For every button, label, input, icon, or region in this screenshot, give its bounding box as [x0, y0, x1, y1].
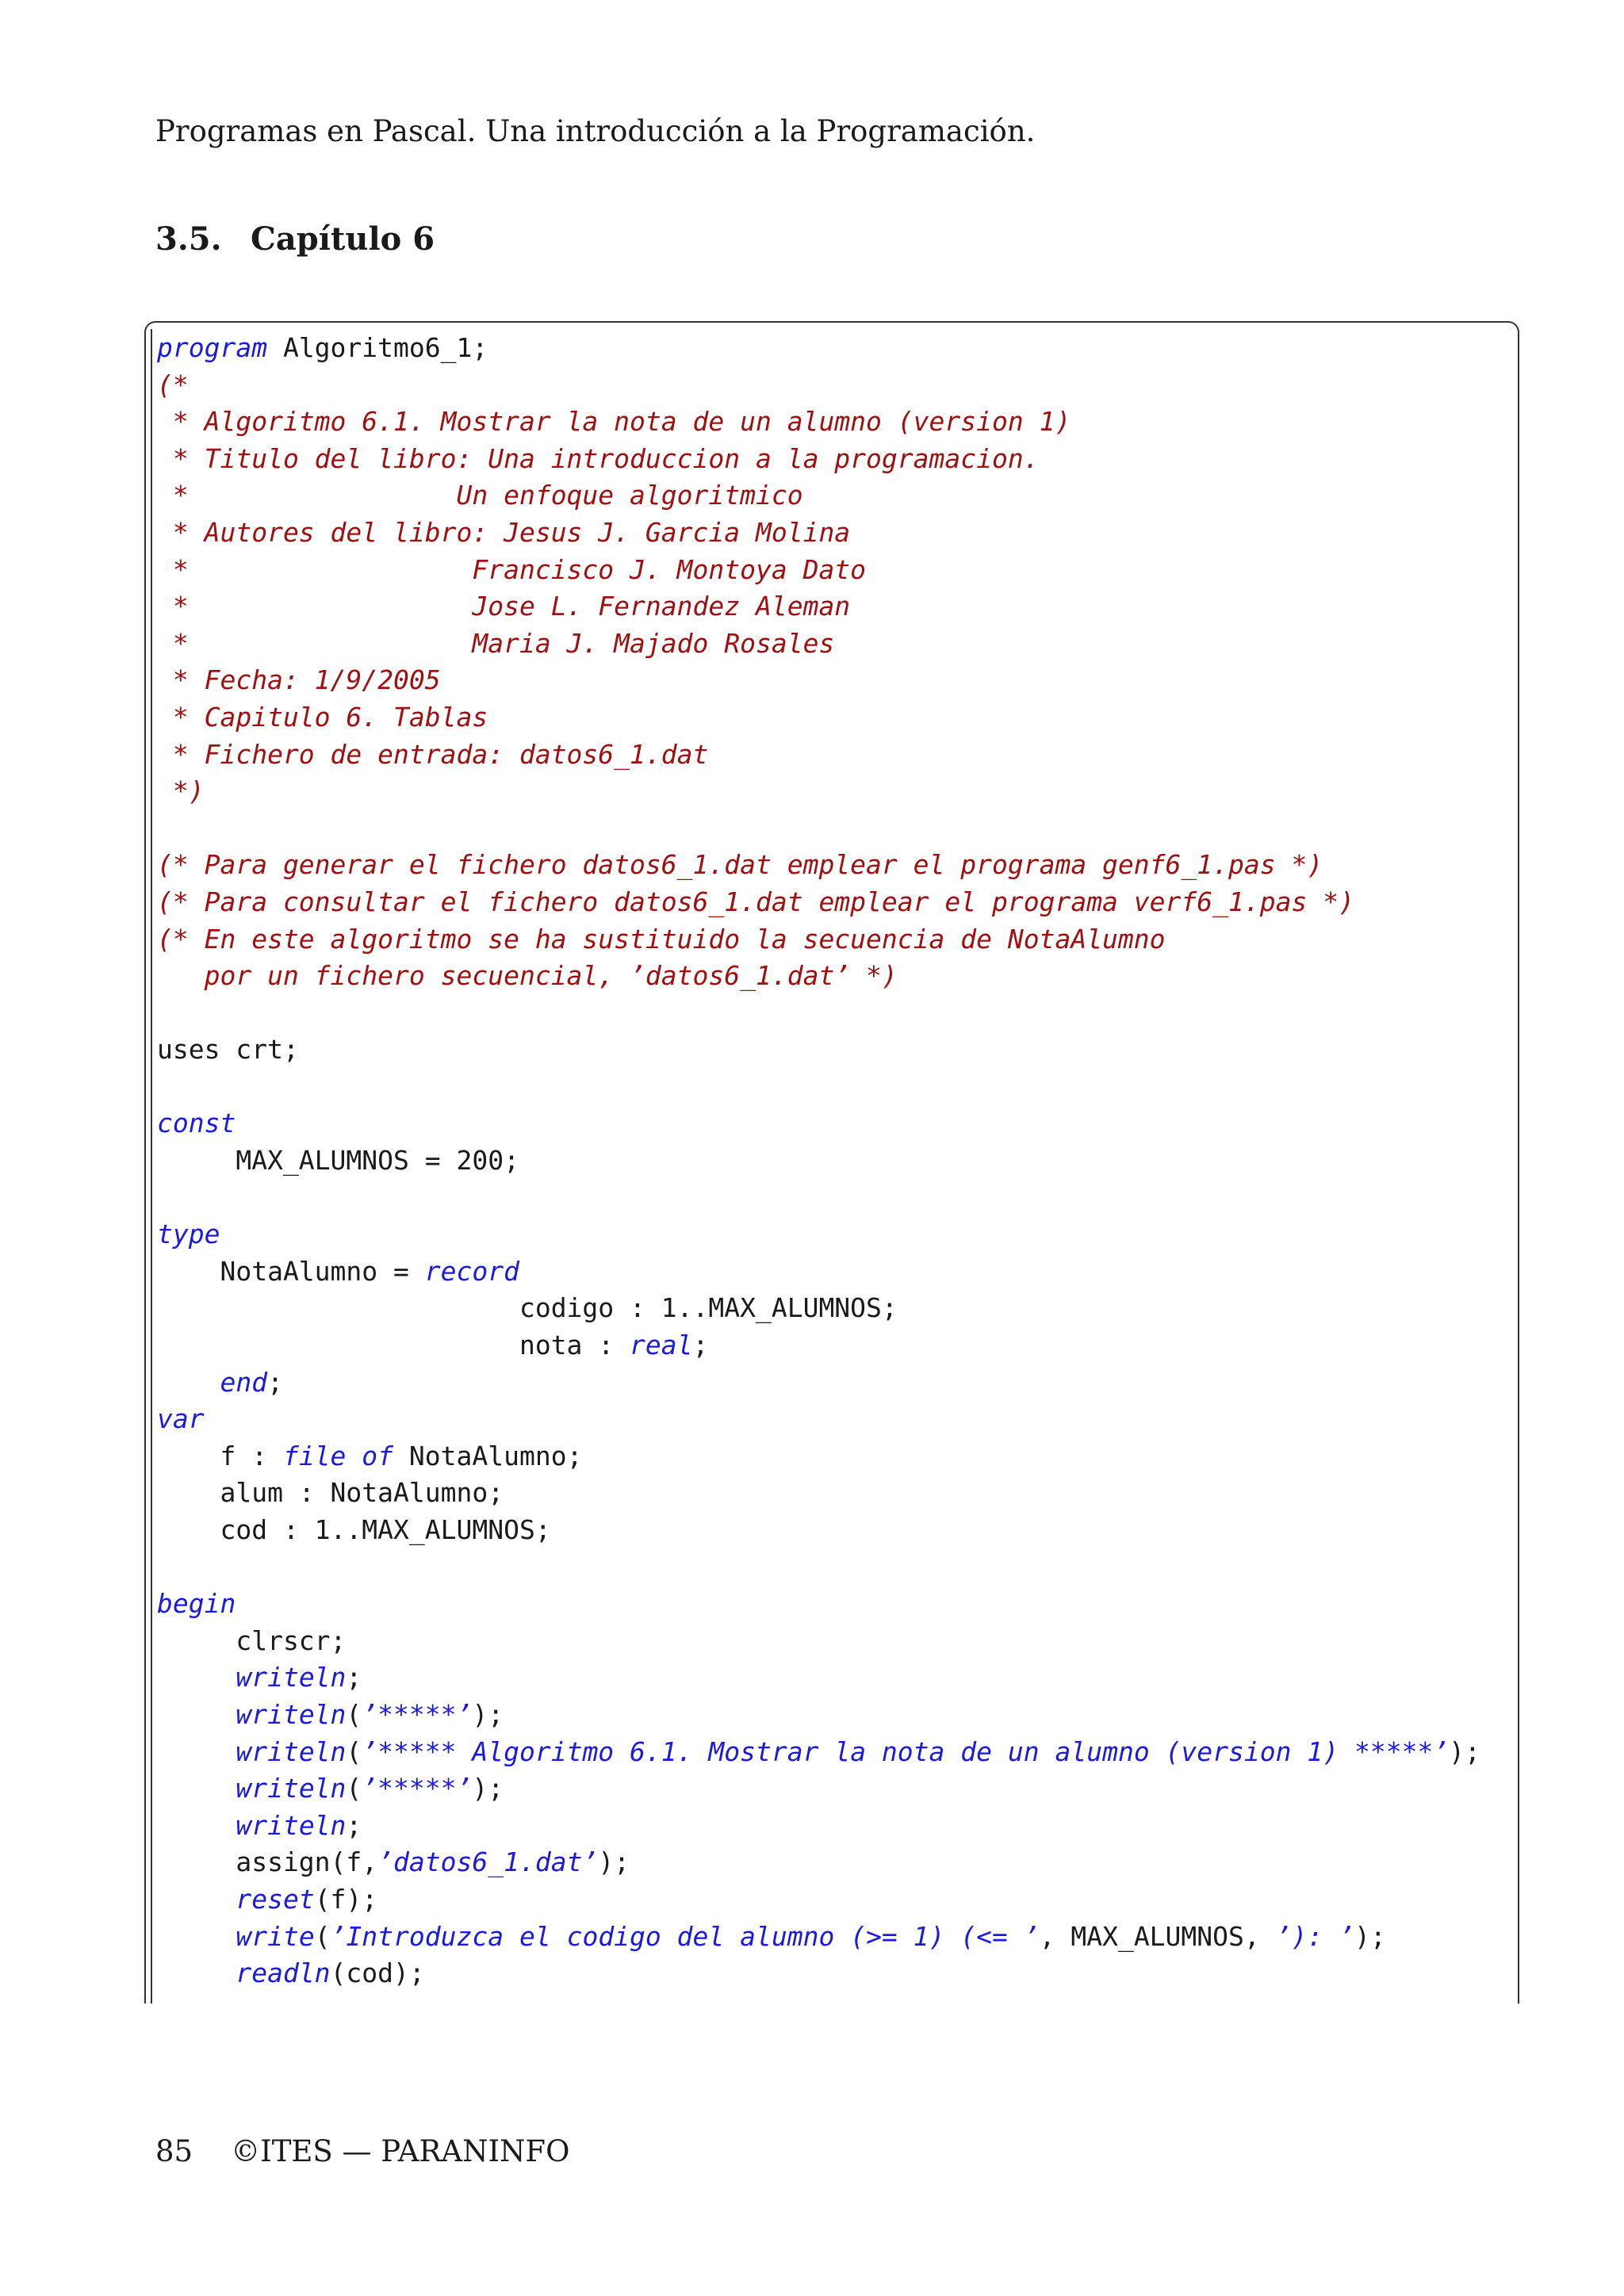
code-token: clrscr; — [157, 1624, 347, 1656]
code-line — [157, 699, 1480, 737]
code-token: real — [630, 1330, 693, 1361]
code-line — [157, 1512, 1480, 1549]
code-line — [157, 1770, 1480, 1808]
code-token: * Autores del libro: Jesus J. Garcia Molina — [157, 516, 851, 548]
code-token: * Un enfoque algoritmico — [157, 480, 803, 511]
code-line — [157, 1549, 1480, 1586]
code-line — [157, 477, 1480, 515]
code-line — [157, 330, 1480, 367]
code-line — [157, 1142, 1480, 1180]
code-line — [157, 441, 1480, 478]
code-token: reset — [236, 1883, 315, 1915]
code-token — [157, 1662, 236, 1693]
code-token: NotaAlumno = — [157, 1255, 425, 1287]
code-token: ); — [472, 1773, 504, 1804]
code-token: ; — [692, 1330, 709, 1361]
code-line — [157, 1364, 1480, 1402]
page-footer — [155, 2134, 569, 2168]
running-head: Programas en Pascal. Una introducción a la Programación. — [155, 114, 1036, 148]
code-token: file of — [282, 1440, 394, 1471]
code-token — [157, 1810, 236, 1841]
code-token: ); — [1354, 1920, 1386, 1952]
code-token: writeln — [236, 1809, 347, 1841]
code-token: record — [424, 1255, 519, 1287]
code-line — [157, 737, 1480, 774]
code-token: (* En este algoritmo se ha sustituido la secuencia de NotaAlumno — [157, 923, 1166, 955]
section-number: 3.5. — [155, 220, 222, 258]
code-token: assign(f, — [157, 1846, 378, 1878]
code-token — [157, 1884, 236, 1915]
code-token: * Jose L. Fernandez Aleman — [157, 591, 851, 622]
code-token: * Titulo del libro: Una introduccion a la programacion. — [157, 442, 1040, 474]
code-line — [157, 1031, 1480, 1069]
code-token: ); — [472, 1698, 504, 1730]
code-token: const — [157, 1108, 236, 1139]
code-token: * Fecha: 1/9/2005 — [157, 664, 441, 696]
code-token: * Algoritmo 6.1. Mostrar la nota de un alumno (version 1) — [157, 406, 1071, 438]
code-token — [157, 1957, 236, 1988]
code-token: ; — [267, 1366, 283, 1398]
code-line — [157, 552, 1480, 589]
code-line — [157, 1401, 1480, 1438]
code-line — [157, 1734, 1480, 1771]
code-line — [157, 1623, 1480, 1660]
code-line — [157, 1919, 1480, 1956]
code-line — [157, 1216, 1480, 1253]
code-token: ( — [346, 1698, 362, 1730]
code-line — [157, 1659, 1480, 1697]
code-line — [157, 1069, 1480, 1106]
code-token: begin — [157, 1588, 236, 1620]
code-token: cod : 1..MAX_ALUMNOS; — [157, 1514, 551, 1545]
code-token: writeln — [236, 1698, 347, 1730]
code-token: (cod); — [330, 1957, 425, 1989]
code-token: ); — [1449, 1735, 1480, 1767]
code-token: ); — [598, 1846, 630, 1878]
code-line — [157, 588, 1480, 626]
code-line — [157, 404, 1480, 441]
code-line — [157, 1180, 1480, 1217]
code-token: ( — [346, 1735, 362, 1767]
code-line — [157, 1844, 1480, 1881]
code-token: MAX_ALUMNOS = 200; — [157, 1145, 519, 1177]
code-line — [157, 884, 1480, 921]
code-token: codigo : 1..MAX_ALUMNOS; — [157, 1292, 898, 1324]
code-line — [157, 810, 1480, 848]
code-token: nota : — [157, 1330, 630, 1361]
code-line — [157, 1955, 1480, 1992]
code-token: ; — [346, 1809, 362, 1841]
code-line — [157, 515, 1480, 552]
code-line — [157, 921, 1480, 959]
code-token: (f); — [314, 1883, 378, 1915]
code-token: ’datos6_1.dat’ — [377, 1846, 599, 1878]
code-token: ( — [346, 1773, 362, 1804]
code-token: * Capitulo 6. Tablas — [157, 701, 488, 733]
code-listing — [157, 330, 1480, 1992]
code-line — [157, 626, 1480, 663]
code-token: type — [157, 1219, 220, 1250]
code-token: por un fichero secuencial, ’datos6_1.dat’ *) — [157, 960, 898, 992]
code-token: program — [157, 332, 268, 363]
code-token — [157, 1367, 220, 1398]
code-line — [157, 773, 1480, 810]
code-token: f : — [157, 1440, 283, 1471]
code-token: * Francisco J. Montoya Dato — [157, 553, 867, 585]
code-token — [157, 1736, 236, 1767]
code-token: NotaAlumno; — [393, 1440, 583, 1471]
code-token: ’*****’ — [362, 1698, 473, 1730]
code-token: (* Para consultar el fichero datos6_1.dat emplear el programa verf6_1.pas *) — [157, 886, 1354, 917]
code-token: write — [236, 1920, 315, 1952]
code-line — [157, 1881, 1480, 1919]
code-token: (* — [157, 369, 189, 400]
code-token: ’***** Algoritmo 6.1. Mostrar la nota de un alumno (version 1) *****’ — [362, 1735, 1450, 1767]
code-token — [157, 1921, 236, 1952]
code-line — [157, 1105, 1480, 1142]
code-line — [157, 367, 1480, 404]
code-token — [157, 1773, 236, 1804]
code-token: * Maria J. Majado Rosales — [157, 627, 835, 659]
code-line — [157, 1438, 1480, 1475]
section-title: Capítulo 6 — [251, 220, 435, 258]
code-line — [157, 1586, 1480, 1623]
code-token: (* Para generar el fichero datos6_1.dat emplear el programa genf6_1.pas *) — [157, 849, 1323, 881]
code-line — [157, 1253, 1480, 1291]
code-line — [157, 847, 1480, 884]
code-token: , MAX_ALUMNOS, — [1039, 1920, 1276, 1952]
code-token — [157, 1699, 236, 1730]
code-token: *) — [157, 775, 205, 807]
copyright-notice: ©ITES — PARANINFO — [231, 2134, 570, 2168]
code-line — [157, 995, 1480, 1032]
page-number: 85 — [155, 2134, 193, 2168]
code-token: writeln — [236, 1735, 347, 1767]
code-token: ’): ’ — [1275, 1920, 1354, 1952]
code-token: ’*****’ — [362, 1773, 473, 1804]
code-line — [157, 1697, 1480, 1734]
code-token: alum : NotaAlumno; — [157, 1477, 504, 1509]
code-token: Algoritmo6_1; — [267, 332, 488, 363]
code-token: uses crt; — [157, 1034, 299, 1066]
code-line — [157, 662, 1480, 699]
code-token: * Fichero de entrada: datos6_1.dat — [157, 738, 709, 770]
code-token: writeln — [236, 1662, 347, 1693]
code-token: ’Introduzca el codigo del alumno (>= 1) (<= ’ — [330, 1920, 1040, 1952]
code-line — [157, 958, 1480, 995]
code-token: writeln — [236, 1773, 347, 1804]
code-line — [157, 1808, 1480, 1845]
code-line — [157, 1475, 1480, 1512]
section-heading — [155, 220, 435, 258]
code-token: var — [157, 1403, 205, 1435]
code-token: ( — [314, 1920, 331, 1952]
code-line — [157, 1290, 1480, 1327]
code-token: readln — [236, 1957, 331, 1989]
code-line — [157, 1327, 1480, 1364]
code-token: end — [220, 1366, 268, 1398]
code-token: ; — [346, 1662, 362, 1693]
